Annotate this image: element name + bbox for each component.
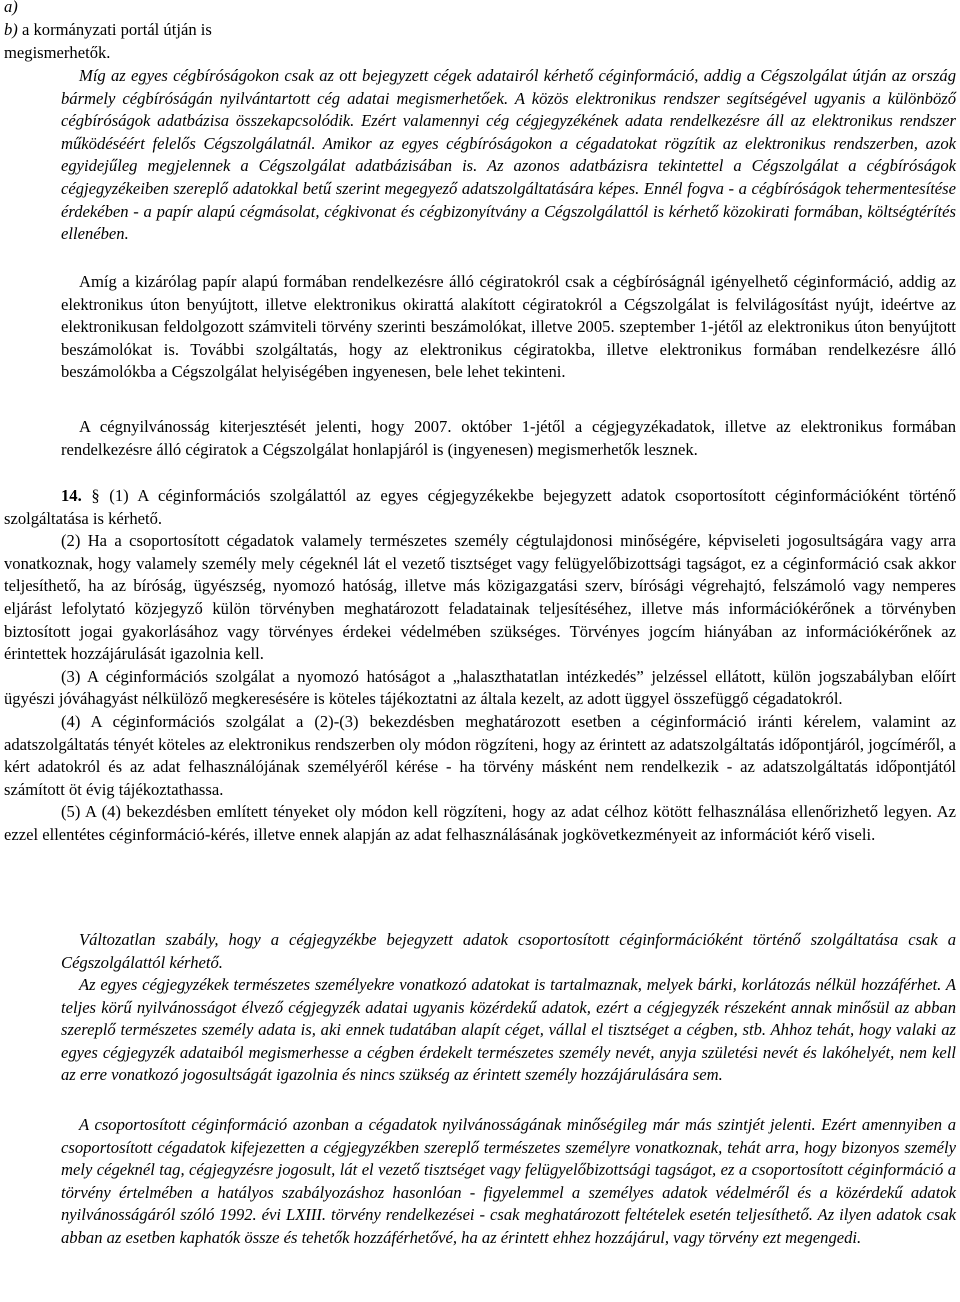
list-marker-b: b) [4, 20, 18, 39]
list-marker-a: a) [4, 0, 18, 16]
commentary-paragraph: A cégnyilvánosság kiterjesztését jelenti, hogy 2007. október 1-jétől a cégjegyzékadatok, illetve az elektronikus formában rendelkezésre álló cégiratok a Cégszolgálat honlapjáról is (ingyenesen) megismerhetők lesznek. [61, 417, 956, 459]
commentary-block-1 [61, 65, 956, 246]
commentary-block-3 [61, 416, 956, 461]
list-item-b [4, 19, 956, 64]
section-14-paragraph-3: (3) A céginformációs szolgálat a nyomozó hatóságot a „halaszthatatlan intézkedés” jelzéssel ellátott, külön jogszabályban előírt ügyészi jóváhagyást nélkülöző megkeresésére is köteles tájékoztatni az általa kezelt, az adott üggyel összefüggő cégadatokról. [4, 666, 956, 709]
list-item-b-continuation: megismerhetők. [4, 42, 111, 62]
section-14-paragraph-2: (2) Ha a csoportosított cégadatok valamely természetes személy cégtulajdonosi minőségére, képviseleti jogosultságára vagy arra vonatkoznak, hogy valamely személy mely cégeknél lát el vezető tisztséget vagy felügyelőbizottsági tagságot, ez a céginformáció csak akkor teljesíthető, ha az bíróság, ügyészség, nyomozó hatóság, illetve más közigazgatási szerv, bírósági végrehajtó, felszámoló vagy nemperes eljárást lefolytató közjegyző külön törvényben meghatározott feladatainak teljesítéséhez, illetve más információkérőnek a törvényben biztosított jogai gyakorlásához vagy törvényes érdekei védelmében szükséges. Törvényes jogcím hiányában az információkérőnek az érintettek hozzájárulását igazolnia kell. [4, 531, 956, 664]
list-item-a [4, 0, 956, 19]
section-symbol: § [91, 486, 100, 505]
commentary-paragraph: Változatlan szabály, hogy a cégjegyzékbe bejegyzett adatok csoportosított céginformációként történő szolgáltatása csak a Cégszolgálattól kérhető. [61, 930, 956, 972]
section-14-paragraph-5: (5) A (4) bekezdésben említett tényeket oly módon kell rögzíteni, hogy az adat célhoz kötött felhasználása ellenőrizhető legyen. Az ezzel ellentétes céginformáció-kérés, illetve ennek alapján az adat felhasználásának jogkövetkezményeit az információt kérő viseli. [4, 802, 956, 844]
commentary-block-6 [61, 1114, 956, 1250]
section-number: 14. [61, 486, 82, 505]
section-14-paragraph-4: (4) A céginformációs szolgálat a (2)-(3) bekezdésben meghatározott esetben a céginformáció iránti kérelem, valamint az adatszolgáltatás tényét köteles az elektronikus rendszerben oly módon rögzíteni, hogy az érintett az adatszolgáltatás időpontjáról, jogcíméről, a kért adatokról és az adat felhasználójának személyéről kérése - ha törvény másként nem rendelkezik - az adatszolgáltatás időpontjától számított öt évig tájékoztathassa. [4, 711, 956, 799]
commentary-paragraph: A csoportosított céginformáció azonban a cégadatok nyilvánosságának minőségileg már más szintjét jelenti. Ezért amennyiben a csoportosított cégadatok kifejezetten a cégjegyzékben szereplő természetes személyre vonatkoznak, tehát arra, hogy bizonyos személy mely cégeknél tag, cégjegyzésre jogosult, lát el vezető tisztséget vagy felügyelőbizottsági tagságot, ez a csoportosított céginformáció a törvény értelmében a hatályos szabályozáshoz hasonlóan - figyelemmel a személyes adatok védelméről és a közérdekű adatok nyilvánosságáról szóló 1992. évi LXIII. törvény rendelkezései - csak meghatározott feltételek esetén teljesíthető. Az ilyen adatok csak abban az esetben kaphatók össze és tehetők hozzáférhetővé, ha az érintett ehhez hozzájárul, vagy törvény ezt megengedi. [61, 1115, 956, 1247]
commentary-paragraph: Míg az egyes cégbíróságokon csak az ott bejegyzett cégek adatairól kérhető céginformáció, addig a Cégszolgálat útján az ország bármely cégbíróságán nyilvántartott cég adatai megismerhetőek. A közös elektronikus rendszer segítségével ugyanis a különböző cégbíróságok adatbázisa összekapcsolódik. Ezért valamennyi cég cégjegyzékének adata rendelkezésre áll az elektronikus rendszer működéséért felelős Cégszolgálatnál. Amikor az egyes cégbíróságokon a cégadatokat rögzítik az elektronikus rendszerben, azok egyidejűleg megjelennek a Cégszolgálat adatbázisában is. Az azonos adatbázisra tekintettel a Cégszolgálat a cégbíróságok cégjegyzékeiben szereplő adatokkal betű szerint megegyező adatszolgáltatására képes. Ennél fogva - a cégbíróságok tehermentesítése érdekében - a papír alapú cégmásolat, cégkivonat és cégbizonyítvány a Cégszolgálattól is kérhető közokirati formában, költségtérítés ellenében. [61, 66, 956, 244]
commentary-block-4 [61, 929, 956, 974]
list-item-b-text: a kormányzati portál útján is [21, 20, 212, 39]
commentary-paragraph: Az egyes cégjegyzékek természetes személyekre vonatkozó adatokat is tartalmaznak, melyek bárki, korlátozás nélkül hozzáférhet. A teljes körű nyilvánosságot élvező cégjegyzék adatai ugyanis közérdekű adatok, ezért a cégjegyzék részeként annak minősül az abban szereplő természetes személy adata is, aki ennek tudatában alapít céget, vállal el tisztséget a cégben, stb. Ahhoz tehát, hogy valaki az egyes cégjegyzék adataiból megismerhesse a cégben érdekelt természetes személy nevét, anyja születési nevét és lakóhelyét, nem kell az erre vonatkozó jogosultságát igazolnia és nincs szükség az érintett személy hozzájárulására sem. [61, 975, 956, 1085]
commentary-block-2 [61, 271, 956, 384]
section-14-paragraph-1: 14. § (1) A céginformációs szolgálattól az egyes cégjegyzékekbe bejegyzett adatok csoportosított céginformációként történő szolgáltatása is kérhető. [4, 486, 956, 528]
commentary-block-5 [61, 974, 956, 1087]
commentary-paragraph: Amíg a kizárólag papír alapú formában rendelkezésre álló cégiratokról csak a cégbíróságnál igényelhető céginformáció, addig az elektronikus úton benyújtott, illetve elektronikus okirattá alakított cégiratokról a Cégszolgálat is felvilágosítást nyújt, ideértve az elektronikusan feldolgozott számviteli törvény szerinti beszámolókat, illetve 2005. szeptember 1-jétől az elektronikus úton benyújtott beszámolókat is. További szolgáltatás, hogy az elektronikus cégiratokba, illetve elektronikus formában rendelkezésre álló beszámolókba a Cégszolgálat helyiségében ingyenesen, bele lehet tekinteni. [61, 272, 956, 382]
section-14 [4, 485, 956, 847]
